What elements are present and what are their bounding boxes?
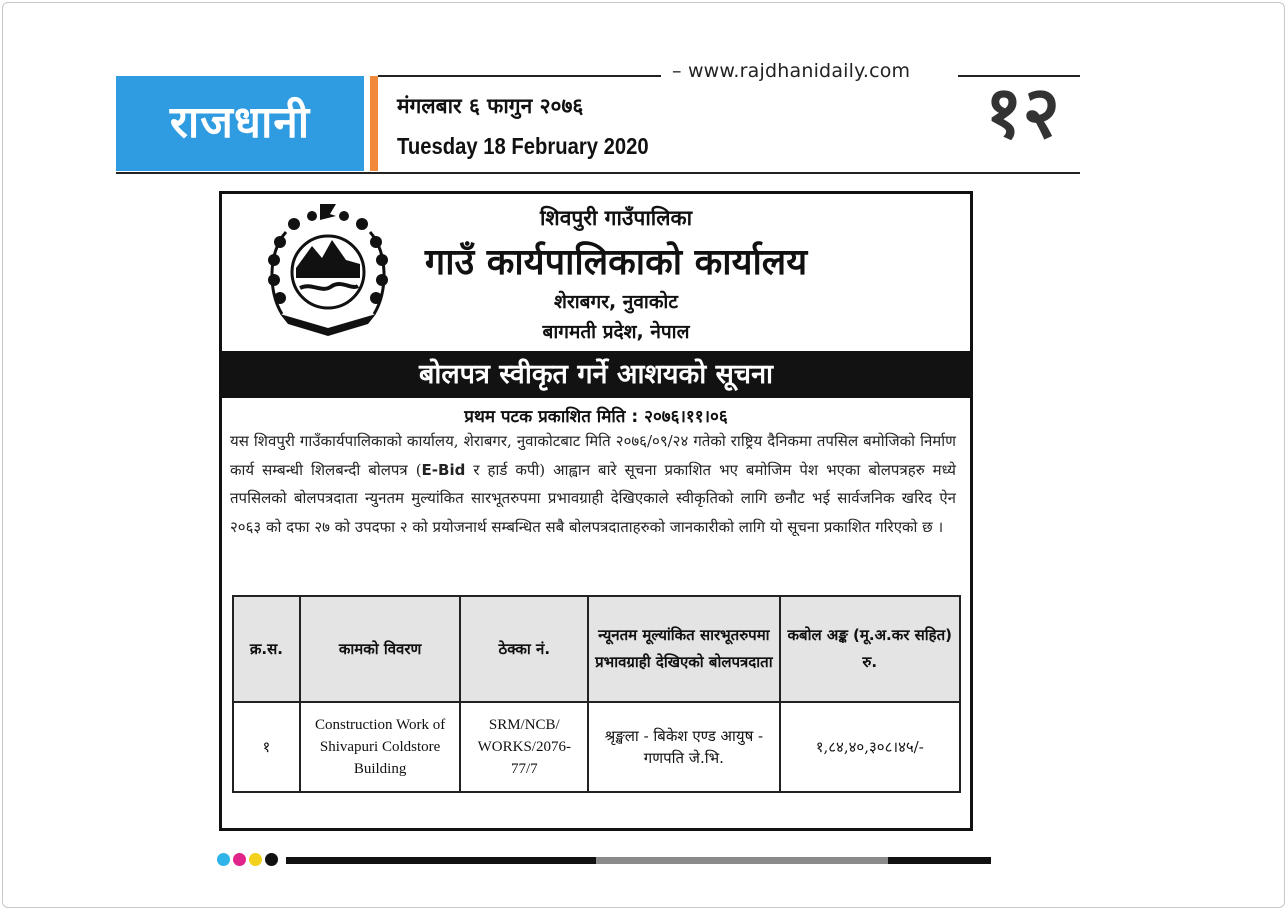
cell-description: Construction Work of Shivapuri Coldstore Building: [300, 702, 461, 792]
header-underline: [116, 172, 1080, 174]
bid-table: [232, 595, 961, 793]
notice-body: [230, 427, 956, 541]
office-address-1: शेराबगर, नुवाकोट: [554, 291, 678, 313]
reg-dot-yellow: [249, 853, 262, 866]
municipality-name: शिवपुरी गाउँपालिका: [539, 206, 693, 230]
date-nepali: मंगलबार ६ फागुन २०७६: [397, 94, 584, 118]
notice-banner: [222, 351, 970, 398]
notice-body-part1: यस शिवपुरी गाउँकार्यपालिकाको कार्यालय, शेराबगर, नुवाकोटबाट मिति २०७६/०९/२४ गतेको राष्ट्रिय दैनिकमा तपसिल बमोजिको निर्माण कार्य सम्बन्धी शिलबन्दी बोलपत्र (: [230, 432, 956, 479]
date-english: Tuesday 18 February 2020: [397, 133, 649, 159]
col-header-sn: क्र.स.: [233, 596, 300, 702]
col-header-description: कामको विवरण: [300, 596, 461, 702]
first-published-date: प्रथम पटक प्रकाशित मिति : २०७६।११।०६: [464, 407, 728, 427]
cell-sn: १: [233, 702, 300, 792]
table-row: [233, 702, 960, 792]
header-rule-left: [378, 75, 661, 77]
col-header-amount: कबोल अङ्क (मू.अ.कर सहित) रु.: [780, 596, 960, 702]
notice-body-part2: र हार्ड कपी) आह्वान बारे सूचना प्रकाशित भए बमोजिम पेश भएका बोलपत्रहरु मध्ये तपसिलको बोलपत्रदाता न्युनतम मुल्यांकित सारभूतरुपमा प्रभावग्राही देखिएकाले स्वीकृतिको लागि छनौट भई सार्वजनिक खरिद ऐन २०६३ को दफा २७ को उपदफा २ को प्रयोजनार्थ सम्बन्धित सबै बोलपत्रदाताहरुको जानकारीको लागि यो सूचना प्रकाशित गरिएको छ ।: [230, 460, 956, 536]
col-header-contract-no: ठेक्का नं.: [460, 596, 588, 702]
cell-amount: १,८४,४०,३०८।४५/-: [780, 702, 960, 792]
col-header-bidder: न्यूनतम मूल्यांकित सारभूतरुपमा प्रभावग्राही देखिएको बोलपत्रदाता: [588, 596, 779, 702]
notice-body-ebid: E-Bid: [421, 460, 466, 479]
print-strip-black: [286, 857, 596, 864]
website-url: – www.rajdhanidaily.com: [672, 60, 911, 82]
accent-bar: [370, 76, 378, 171]
masthead-title: राजधानी: [169, 97, 311, 148]
office-title: गाउँ कार्यपालिकाको कार्यालय: [424, 242, 808, 283]
page-number: १२: [985, 70, 1060, 154]
reg-dot-black: [265, 853, 278, 866]
notice-heading: बोलपत्र स्वीकृत गर्ने आशयको सूचना: [418, 359, 774, 390]
cell-contract-no: SRM/NCB/ WORKS/2076-77/7: [460, 702, 588, 792]
print-strip-black-end: [888, 857, 991, 864]
office-address-2: बागमती प्रदेश, नेपाल: [542, 321, 690, 343]
table-header-row: [233, 596, 960, 702]
cell-bidder: श्रृङ्खला - बिकेश एण्ड आयुष - गणपति जे.भि.: [588, 702, 779, 792]
reg-dot-cyan: [217, 853, 230, 866]
print-strip-grey: [596, 857, 888, 864]
newspaper-masthead: [116, 76, 364, 171]
tender-notice: [219, 191, 973, 831]
reg-dot-magenta: [233, 853, 246, 866]
